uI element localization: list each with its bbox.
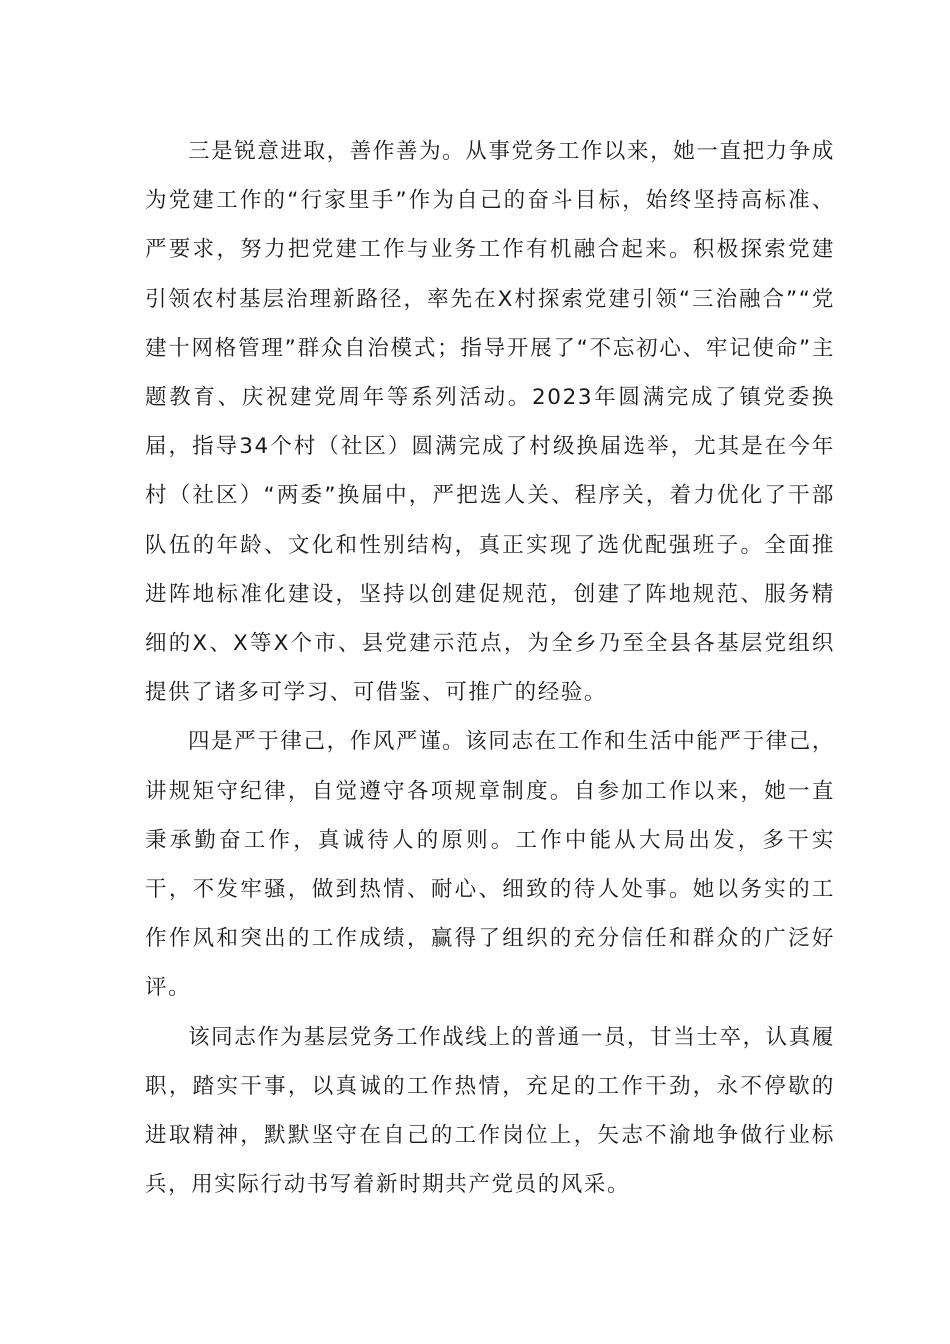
paragraph-self-improvement: 三是锐意进取，善作善为。从事党务工作以来，她一直把力争成为党建工作的“行家里手”作为自己的奋斗目标，始终坚持高标准、严要求，努力把党建工作与业务工作有机融合起来。积极探索党建引领农村基层治理新路径，率先在X村探索党建引领“三治融合”“党建十网格管理”群众自治模式；指导开展了“不忘初心、牢记使命”主题教育、庆祝建党周年等系列活动。2023年圆满完成了镇党委换届，指导34个村（社区）圆满完成了村级换届选举，尤其是在今年村（社区）“两委”换届中，严把选人关、程序关，着力优化了干部队伍的年龄、文化和性别结构，真正实现了选优配强班子。全面推进阵地标准化建设，坚持以创建促规范，创建了阵地规范、服务精细的X、X等X个市、县党建示范点，为全乡乃至全县各基层党组织提供了诸多可学习、可借鉴、可推广的经验。 bbox=[145, 139, 835, 706]
document-body bbox=[145, 127, 835, 1209]
paragraph-summary: 该同志作为基层党务工作战线上的普通一员，甘当士卒，认真履职，踏实干事，以真诚的工作热情，充足的工作干劲，永不停歇的进取精神，默默坚守在自己的工作岗位上，矢志不渝地争做行业标兵，用实际行动书写着新时期共产党员的风采。 bbox=[145, 1024, 835, 1198]
paragraph-self-discipline: 四是严于律己，作风严谨。该同志在工作和生活中能严于律己，讲规矩守纪律，自觉遵守各项规章制度。自参加工作以来，她一直秉承勤奋工作，真诚待人的原则。工作中能从大局出发，多干实干，不发牢骚，做到热情、耐心、细致的待人处事。她以务实的工作作风和突出的工作成绩，赢得了组织的充分信任和群众的广泛好评。 bbox=[145, 729, 835, 1001]
